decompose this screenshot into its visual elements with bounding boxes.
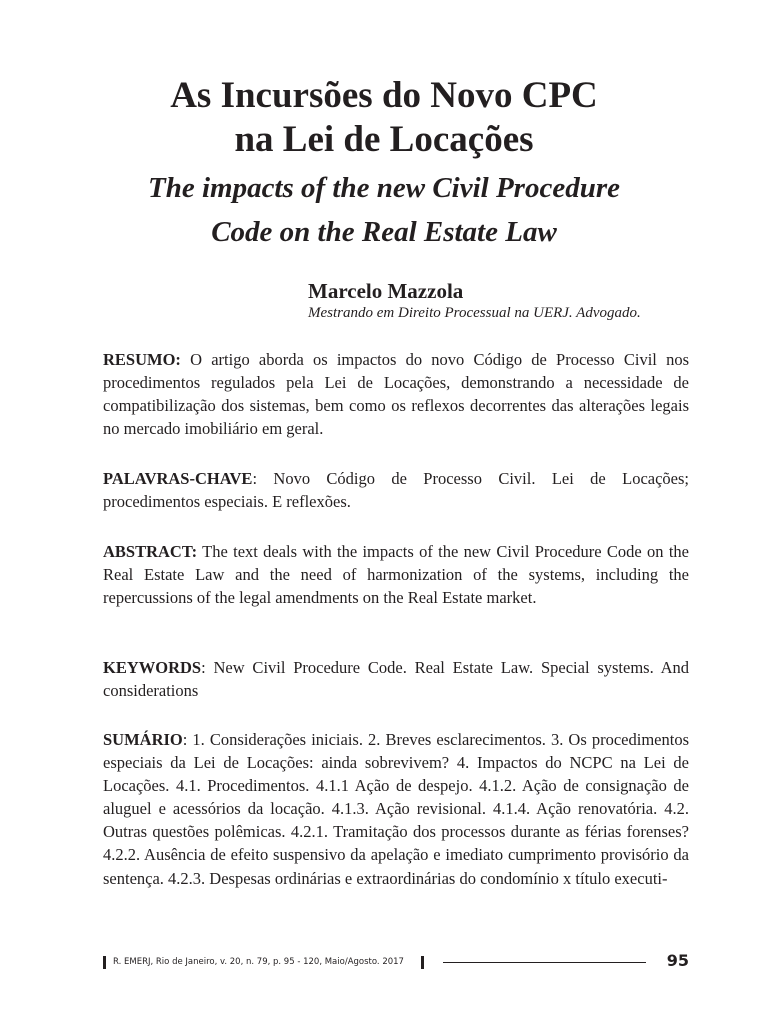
subtitle-line-2: Code on the Real Estate Law bbox=[211, 216, 557, 248]
article-title bbox=[0, 74, 768, 162]
page-footer bbox=[103, 950, 689, 974]
footer-right-bar bbox=[421, 956, 424, 969]
resumo-label: RESUMO: bbox=[103, 350, 181, 369]
palavras-chave-label: PALAVRAS-CHAVE bbox=[103, 469, 253, 488]
subtitle-line-1: The impacts of the new Civil Procedure bbox=[147, 172, 620, 204]
footer-left-bar bbox=[103, 956, 106, 969]
abstract-text: The text deals with the impacts of the new Civil Procedure Code on the Real Estate Law and the need of harmonization of the systems, including the repercussions of the legal amendments on the Real Estate market. bbox=[103, 542, 689, 608]
palavras-chave-paragraph bbox=[103, 467, 689, 513]
title-line-2: na Lei de Locações bbox=[234, 119, 534, 160]
footer-rule bbox=[443, 962, 646, 963]
sumario-text: : 1. Considerações iniciais. 2. Breves esclarecimentos. 3. Os procedimentos especiais da Lei de Locações: ainda sobrevivem? 4. Impactos do NCPC na Lei de Locações. 4.1. Procedimentos. 4.1.1 Ação de despejo. 4.1.2. Ação de consignação de aluguel e acessórios da locação. 4.1.3. Ação revisional. 4.1.4. Ação renovatória. 4.2. Outras questões polêmicas. 4.2.1. Tramitação dos processos durante as férias forenses? 4.2.2. Ausência de efeito suspensivo da apelação e imediato cumprimento provisório da sentença. 4.2.3. Despesas ordinárias e extraordinárias do condomínio x título executi- bbox=[103, 730, 689, 888]
keywords-text: : New Civil Procedure Code. Real Estate Law. Special systems. And considerations bbox=[103, 658, 689, 701]
author-affiliation: Mestrando em Direito Processual na UERJ. Advogado. bbox=[308, 305, 641, 321]
sumario-paragraph bbox=[103, 728, 689, 890]
resumo-paragraph bbox=[103, 348, 689, 440]
author-name: Marcelo Mazzola bbox=[308, 279, 464, 303]
keywords-label: KEYWORDS bbox=[103, 658, 202, 677]
title-line-1: As Incursões do Novo CPC bbox=[170, 75, 598, 116]
abstract-label: ABSTRACT: bbox=[103, 542, 198, 561]
abstract-paragraph bbox=[103, 540, 689, 609]
page-number: 95 bbox=[666, 951, 689, 970]
resumo-text: O artigo aborda os impactos do novo Código de Processo Civil nos procedimentos regulados pela Lei de Locações, demonstrando a necessidade de compatibilização dos sistemas, bem como os reflexos decorrentes das alterações legais no mercado imobiliário em geral. bbox=[103, 350, 689, 439]
palavras-chave-text: : Novo Código de Processo Civil. Lei de Locações; procedimentos especiais. E reflexões. bbox=[103, 469, 689, 512]
article-subtitle bbox=[0, 166, 768, 254]
keywords-paragraph bbox=[103, 656, 689, 702]
sumario-label: SUMÁRIO bbox=[103, 730, 183, 749]
journal-citation: R. EMERJ, Rio de Janeiro, v. 20, n. 79, p. 95 - 120, Maio/Agosto. 2017 bbox=[113, 957, 404, 967]
